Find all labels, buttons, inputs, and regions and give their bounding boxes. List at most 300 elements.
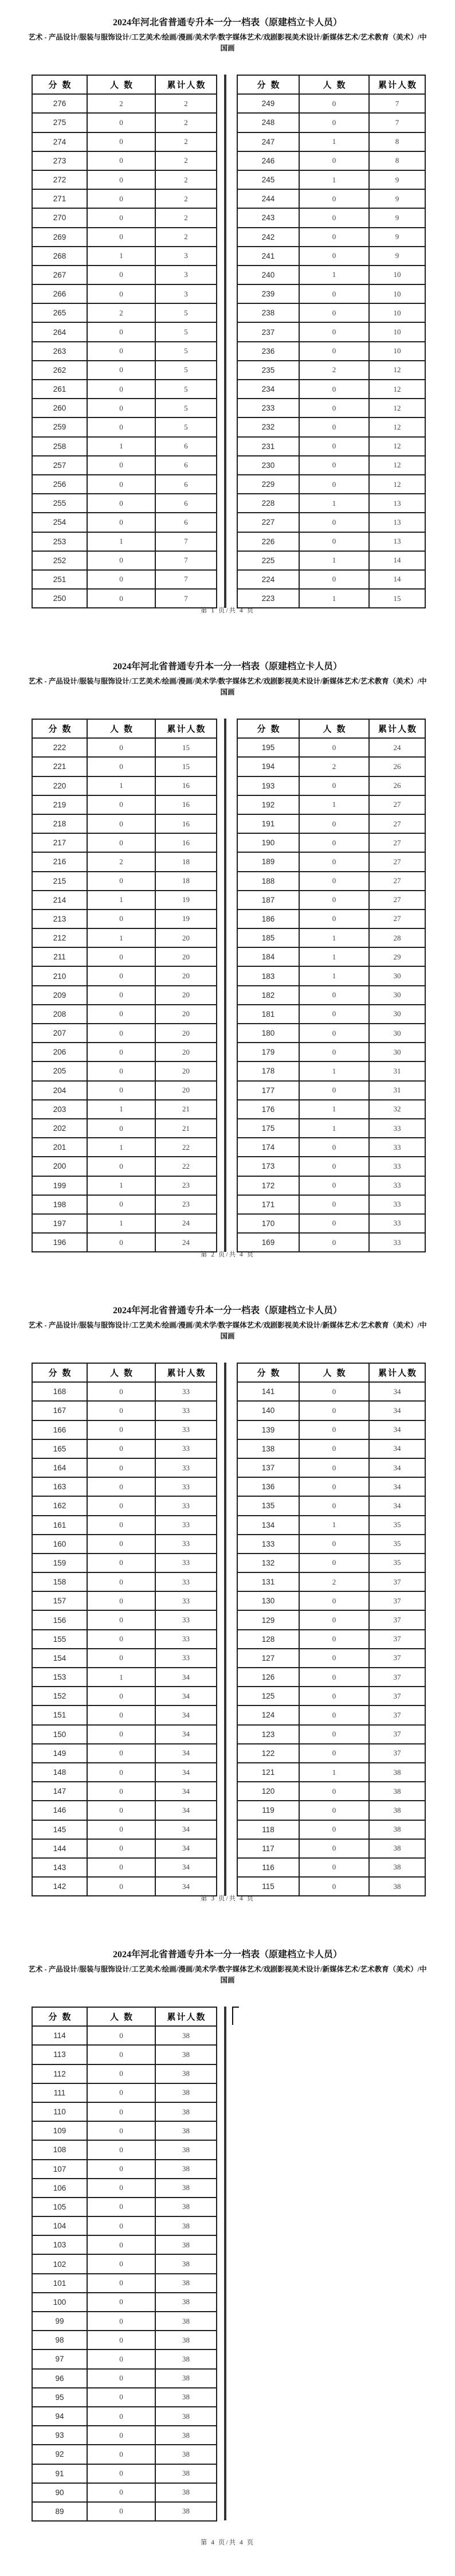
- count-cell: 0: [87, 132, 155, 151]
- score-cell: 253: [32, 532, 87, 551]
- count-cell: 0: [299, 1782, 369, 1801]
- count-cell: 0: [87, 208, 155, 227]
- table-row: [32, 2083, 217, 2102]
- table-row: [32, 1401, 217, 1420]
- table-row: [237, 437, 425, 456]
- score-cell: 196: [32, 1233, 87, 1252]
- table-row: [32, 570, 217, 589]
- cumulative-cell: 9: [369, 247, 425, 266]
- count-cell: 0: [299, 1005, 369, 1024]
- table-row: [32, 2254, 217, 2273]
- cumulative-cell: 9: [369, 170, 425, 189]
- cumulative-cell: 33: [155, 1439, 217, 1458]
- table-row: [32, 1782, 217, 1801]
- page-subtitle: 艺术 - 产品设计/服装与服饰设计/工艺美术/绘画/漫画/美术学/数字媒体艺术/戏剧影视美术设计/新媒体艺术/艺术教育（美术）/中国画: [28, 33, 427, 52]
- table-row: [32, 113, 217, 132]
- table-row: [237, 1572, 425, 1591]
- page: [0, 1932, 455, 2576]
- count-cell: 0: [299, 303, 369, 322]
- score-cell: 251: [32, 570, 87, 589]
- cumulative-cell: 38: [369, 1801, 425, 1820]
- cumulative-cell: 24: [155, 1214, 217, 1233]
- table-row: [32, 189, 217, 208]
- score-cell: 205: [32, 1061, 87, 1080]
- cumulative-cell: 38: [155, 2369, 217, 2388]
- count-cell: 0: [87, 2254, 155, 2273]
- cumulative-cell: 5: [155, 399, 217, 417]
- cumulative-cell: 13: [369, 532, 425, 551]
- cumulative-cell: 34: [369, 1477, 425, 1496]
- count-cell: 0: [87, 1420, 155, 1439]
- score-cell: 215: [32, 872, 87, 891]
- cumulative-cell: 35: [369, 1554, 425, 1572]
- score-cell: 210: [32, 966, 87, 985]
- cumulative-cell: 34: [155, 1725, 217, 1744]
- cumulative-cell: 30: [369, 1043, 425, 1061]
- table-row: [32, 1382, 217, 1401]
- score-cell: 179: [237, 1043, 299, 1061]
- score-cell: 178: [237, 1061, 299, 1080]
- score-cell: 124: [237, 1705, 299, 1724]
- cumulative-cell: 38: [155, 2407, 217, 2426]
- score-cell: 242: [237, 228, 299, 247]
- cumulative-cell: 29: [369, 947, 425, 966]
- table-row: [32, 1554, 217, 1572]
- cumulative-cell: 33: [369, 1195, 425, 1214]
- table-row: [32, 986, 217, 1005]
- table-row: [32, 399, 217, 417]
- table-row: [32, 266, 217, 284]
- count-cell: 0: [299, 1687, 369, 1705]
- score-cell: 110: [32, 2102, 87, 2121]
- table-header-row: [237, 719, 425, 738]
- table-header-row: [32, 75, 217, 94]
- score-cell: 260: [32, 399, 87, 417]
- cumulative-cell: 38: [155, 2426, 217, 2445]
- column-header-count: 人数: [87, 75, 155, 94]
- cumulative-cell: 21: [155, 1119, 217, 1138]
- count-cell: 0: [299, 1496, 369, 1515]
- table-row: [32, 1195, 217, 1214]
- score-cell: 218: [32, 814, 87, 833]
- table-row: [237, 266, 425, 284]
- cumulative-cell: 38: [155, 2502, 217, 2521]
- cumulative-cell: 10: [369, 342, 425, 361]
- cumulative-cell: 38: [155, 2274, 217, 2293]
- cumulative-cell: 21: [155, 1100, 217, 1119]
- table-row: [237, 1668, 425, 1687]
- score-cell: 236: [237, 342, 299, 361]
- tables-divider: [224, 75, 226, 608]
- table-row: [237, 189, 425, 208]
- count-cell: 0: [87, 2331, 155, 2349]
- count-cell: 0: [87, 2293, 155, 2312]
- cumulative-cell: 38: [155, 2293, 217, 2312]
- score-cell: 254: [32, 513, 87, 532]
- score-cell: 141: [237, 1382, 299, 1401]
- cumulative-cell: 23: [155, 1195, 217, 1214]
- score-cell: 223: [237, 589, 299, 608]
- cumulative-cell: 7: [155, 551, 217, 570]
- count-cell: 0: [87, 872, 155, 891]
- count-cell: 0: [299, 814, 369, 833]
- page-title: 2024年河北省普通专升本一分一档表（原建档立卡人员）: [112, 1306, 342, 1316]
- table-row: [32, 776, 217, 795]
- table-row: [32, 1157, 217, 1176]
- table-row: [32, 910, 217, 928]
- score-cell: 221: [32, 757, 87, 776]
- column-header-cumulative: 累计人数: [155, 2007, 217, 2026]
- cumulative-cell: 38: [155, 2179, 217, 2198]
- count-cell: 1: [299, 494, 369, 513]
- score-cell: 256: [32, 475, 87, 494]
- table-row: [237, 814, 425, 833]
- score-cell: 257: [32, 456, 87, 475]
- score-cell: 173: [237, 1157, 299, 1176]
- table-row: [237, 1157, 425, 1176]
- tables-area: [0, 75, 455, 614]
- score-cell: 148: [32, 1763, 87, 1782]
- count-cell: 0: [299, 1458, 369, 1477]
- count-cell: 1: [299, 266, 369, 284]
- count-cell: 0: [87, 2083, 155, 2102]
- count-cell: 0: [87, 570, 155, 589]
- score-cell: 231: [237, 437, 299, 456]
- table-row: [32, 1572, 217, 1591]
- count-cell: 0: [299, 1535, 369, 1554]
- count-cell: 0: [87, 2349, 155, 2368]
- table-row: [32, 2045, 217, 2064]
- count-cell: 0: [299, 1043, 369, 1061]
- page: [0, 1288, 455, 1932]
- cumulative-cell: 37: [369, 1744, 425, 1763]
- count-cell: 0: [87, 2464, 155, 2483]
- count-cell: 0: [87, 986, 155, 1005]
- table-row: [32, 1725, 217, 1744]
- table-row: [32, 361, 217, 380]
- score-cell: 241: [237, 247, 299, 266]
- score-cell: 146: [32, 1801, 87, 1820]
- score-cell: 261: [32, 380, 87, 399]
- count-cell: 0: [87, 814, 155, 833]
- cumulative-cell: 13: [369, 513, 425, 532]
- score-cell: 116: [237, 1858, 299, 1877]
- table-row: [237, 1535, 425, 1554]
- score-cell: 105: [32, 2198, 87, 2216]
- page-subtitle: 艺术 - 产品设计/服装与服饰设计/工艺美术/绘画/漫画/美术学/数字媒体艺术/戏剧影视美术设计/新媒体艺术/艺术教育（美术）/中国画: [28, 1965, 427, 1984]
- cumulative-cell: 27: [369, 872, 425, 891]
- count-cell: 0: [87, 2388, 155, 2407]
- score-cell: 264: [32, 322, 87, 341]
- score-cell: 255: [32, 494, 87, 513]
- score-cell: 202: [32, 1119, 87, 1138]
- score-cell: 189: [237, 852, 299, 871]
- count-cell: 0: [87, 2121, 155, 2140]
- score-cell: 228: [237, 494, 299, 513]
- score-cell: 185: [237, 928, 299, 947]
- cumulative-cell: 12: [369, 399, 425, 417]
- table-row: [237, 303, 425, 322]
- count-cell: 0: [87, 2312, 155, 2331]
- table-row: [237, 1138, 425, 1157]
- count-cell: 0: [87, 1725, 155, 1744]
- score-cell: 137: [237, 1458, 299, 1477]
- page-subtitle: 艺术 - 产品设计/服装与服饰设计/工艺美术/绘画/漫画/美术学/数字媒体艺术/戏剧影视美术设计/新媒体艺术/艺术教育（美术）/中国画: [28, 677, 427, 696]
- table-row: [237, 1420, 425, 1439]
- count-cell: 0: [87, 2140, 155, 2159]
- cumulative-cell: 5: [155, 361, 217, 380]
- score-cell: 198: [32, 1195, 87, 1214]
- score-cell: 258: [32, 437, 87, 456]
- count-cell: 0: [87, 1763, 155, 1782]
- count-cell: 0: [299, 1439, 369, 1458]
- score-cell: 90: [32, 2483, 87, 2502]
- score-cell: 193: [237, 776, 299, 795]
- cumulative-cell: 2: [155, 151, 217, 170]
- score-cell: 211: [32, 947, 87, 966]
- table-row: [32, 1024, 217, 1043]
- score-cell: 195: [237, 738, 299, 757]
- table-row: [237, 1382, 425, 1401]
- count-cell: 0: [87, 1877, 155, 1896]
- score-cell: 203: [32, 1100, 87, 1119]
- column-header-count: 人数: [87, 1363, 155, 1382]
- score-cell: 140: [237, 1401, 299, 1420]
- count-cell: 0: [87, 1081, 155, 1100]
- table-row: [32, 1458, 217, 1477]
- count-cell: 0: [87, 551, 155, 570]
- score-cell: 145: [32, 1820, 87, 1839]
- score-cell: 122: [237, 1744, 299, 1763]
- score-cell: 162: [32, 1496, 87, 1515]
- cumulative-cell: 20: [155, 947, 217, 966]
- score-cell: 222: [32, 738, 87, 757]
- tables-area: [0, 2007, 455, 2546]
- count-cell: 0: [299, 189, 369, 208]
- count-cell: 0: [87, 2216, 155, 2235]
- table-row: [237, 1610, 425, 1629]
- count-cell: 0: [87, 1382, 155, 1401]
- cumulative-cell: 16: [155, 776, 217, 795]
- cumulative-cell: 2: [155, 208, 217, 227]
- cumulative-cell: 34: [155, 1668, 217, 1687]
- table-row: [237, 986, 425, 1005]
- cumulative-cell: 6: [155, 456, 217, 475]
- score-cell: 152: [32, 1687, 87, 1705]
- count-cell: 0: [87, 361, 155, 380]
- table-row: [237, 513, 425, 532]
- score-cell: 95: [32, 2388, 87, 2407]
- score-cell: 168: [32, 1382, 87, 1401]
- count-cell: 0: [299, 532, 369, 551]
- cumulative-cell: 37: [369, 1687, 425, 1705]
- table-row: [32, 1214, 217, 1233]
- count-cell: 0: [87, 1572, 155, 1591]
- count-cell: 1: [299, 1516, 369, 1535]
- score-cell: 272: [32, 170, 87, 189]
- table-row: [237, 928, 425, 947]
- score-cell: 135: [237, 1496, 299, 1515]
- table-row: [237, 1043, 425, 1061]
- count-cell: 0: [87, 513, 155, 532]
- score-cell: 240: [237, 266, 299, 284]
- cumulative-cell: 7: [155, 589, 217, 608]
- cumulative-cell: 10: [369, 284, 425, 303]
- count-cell: 0: [299, 1858, 369, 1877]
- count-cell: 0: [299, 456, 369, 475]
- table-header-row: [32, 1363, 217, 1382]
- cumulative-cell: 37: [369, 1668, 425, 1687]
- table-row: [32, 2140, 217, 2159]
- count-cell: 0: [87, 1782, 155, 1801]
- cumulative-cell: 6: [155, 475, 217, 494]
- table-row: [32, 966, 217, 985]
- score-cell: 174: [237, 1138, 299, 1157]
- table-row: [237, 872, 425, 891]
- count-cell: 0: [87, 1024, 155, 1043]
- count-cell: 0: [299, 570, 369, 589]
- table-row: [237, 284, 425, 303]
- score-cell: 268: [32, 247, 87, 266]
- table-row: [32, 2388, 217, 2407]
- table-row: [32, 284, 217, 303]
- score-cell: 197: [32, 1214, 87, 1233]
- column-header-count: 人数: [299, 1363, 369, 1382]
- score-cell: 109: [32, 2121, 87, 2140]
- score-cell: 112: [32, 2064, 87, 2083]
- table-row: [32, 1610, 217, 1629]
- count-cell: 0: [299, 1668, 369, 1687]
- count-cell: 0: [299, 1630, 369, 1649]
- cumulative-cell: 38: [155, 2198, 217, 2216]
- count-cell: 0: [87, 151, 155, 170]
- cumulative-cell: 12: [369, 475, 425, 494]
- table-row: [237, 1401, 425, 1420]
- score-table-left: [32, 719, 217, 1252]
- score-cell: 177: [237, 1081, 299, 1100]
- score-cell: 156: [32, 1610, 87, 1629]
- score-cell: 246: [237, 151, 299, 170]
- score-cell: 165: [32, 1439, 87, 1458]
- column-header-count: 人数: [299, 75, 369, 94]
- cumulative-cell: 27: [369, 833, 425, 852]
- score-cell: 225: [237, 551, 299, 570]
- cumulative-cell: 20: [155, 986, 217, 1005]
- count-cell: 0: [87, 2502, 155, 2521]
- count-cell: 1: [299, 589, 369, 608]
- page-title: 2024年河北省普通专升本一分一档表（原建档立卡人员）: [112, 1950, 342, 1960]
- score-cell: 134: [237, 1516, 299, 1535]
- table-row: [237, 113, 425, 132]
- score-cell: 252: [32, 551, 87, 570]
- cumulative-cell: 24: [155, 1233, 217, 1252]
- count-cell: 0: [299, 1081, 369, 1100]
- cumulative-cell: 12: [369, 437, 425, 456]
- column-header-cumulative: 累计人数: [155, 719, 217, 738]
- cumulative-cell: 2: [155, 189, 217, 208]
- table-row: [32, 322, 217, 341]
- count-cell: 0: [87, 417, 155, 436]
- count-cell: 0: [87, 2426, 155, 2445]
- count-cell: 1: [87, 1214, 155, 1233]
- table-row: [32, 456, 217, 475]
- score-table-left: [32, 2007, 217, 2522]
- table-row: [32, 2121, 217, 2140]
- cumulative-cell: 33: [155, 1591, 217, 1610]
- table-row: [237, 776, 425, 795]
- cumulative-cell: 6: [155, 494, 217, 513]
- cumulative-cell: 33: [155, 1572, 217, 1591]
- table-row: [32, 2102, 217, 2121]
- score-cell: 142: [32, 1877, 87, 1896]
- score-cell: 98: [32, 2331, 87, 2349]
- cumulative-cell: 38: [155, 2083, 217, 2102]
- page-footer: 第 4 页/共 4 页: [200, 2539, 255, 2546]
- cumulative-cell: 33: [155, 1477, 217, 1496]
- table-row: [32, 2312, 217, 2331]
- table-row: [237, 1649, 425, 1668]
- table-row: [237, 795, 425, 814]
- count-cell: 0: [299, 1176, 369, 1195]
- count-cell: 0: [299, 1138, 369, 1157]
- score-cell: 100: [32, 2293, 87, 2312]
- table-row: [32, 1535, 217, 1554]
- table-header-row: [32, 719, 217, 738]
- score-cell: 128: [237, 1630, 299, 1649]
- count-cell: 0: [87, 1630, 155, 1649]
- table-row: [237, 247, 425, 266]
- cumulative-cell: 34: [369, 1401, 425, 1420]
- count-cell: 0: [87, 170, 155, 189]
- cumulative-cell: 33: [155, 1382, 217, 1401]
- table-row: [237, 757, 425, 776]
- cumulative-cell: 10: [369, 303, 425, 322]
- cumulative-cell: 26: [369, 776, 425, 795]
- cumulative-cell: 2: [155, 228, 217, 247]
- tables-divider: [224, 719, 226, 1252]
- cumulative-cell: 3: [155, 284, 217, 303]
- cumulative-cell: 20: [155, 1024, 217, 1043]
- cumulative-cell: 5: [155, 380, 217, 399]
- cumulative-cell: 33: [369, 1157, 425, 1176]
- score-cell: 206: [32, 1043, 87, 1061]
- score-cell: 192: [237, 795, 299, 814]
- count-cell: 1: [87, 1100, 155, 1119]
- empty-table-stub: [232, 2007, 239, 2025]
- cumulative-cell: 23: [155, 1176, 217, 1195]
- page-footer: 第 3 页/共 4 页: [200, 1895, 255, 1902]
- table-row: [237, 228, 425, 247]
- cumulative-cell: 2: [155, 113, 217, 132]
- score-cell: 227: [237, 513, 299, 532]
- score-cell: 154: [32, 1649, 87, 1668]
- table-row: [32, 1687, 217, 1705]
- table-row: [237, 1516, 425, 1535]
- table-row: [32, 208, 217, 227]
- table-row: [32, 1839, 217, 1858]
- score-cell: 160: [32, 1535, 87, 1554]
- cumulative-cell: 16: [155, 833, 217, 852]
- count-cell: 0: [87, 2198, 155, 2216]
- table-row: [237, 1705, 425, 1724]
- count-cell: 0: [87, 1195, 155, 1214]
- score-table-right: [237, 1363, 426, 1896]
- column-header-cumulative: 累计人数: [369, 719, 425, 738]
- score-cell: 117: [237, 1839, 299, 1858]
- cumulative-cell: 12: [369, 380, 425, 399]
- count-cell: 0: [299, 322, 369, 341]
- cumulative-cell: 33: [369, 1233, 425, 1252]
